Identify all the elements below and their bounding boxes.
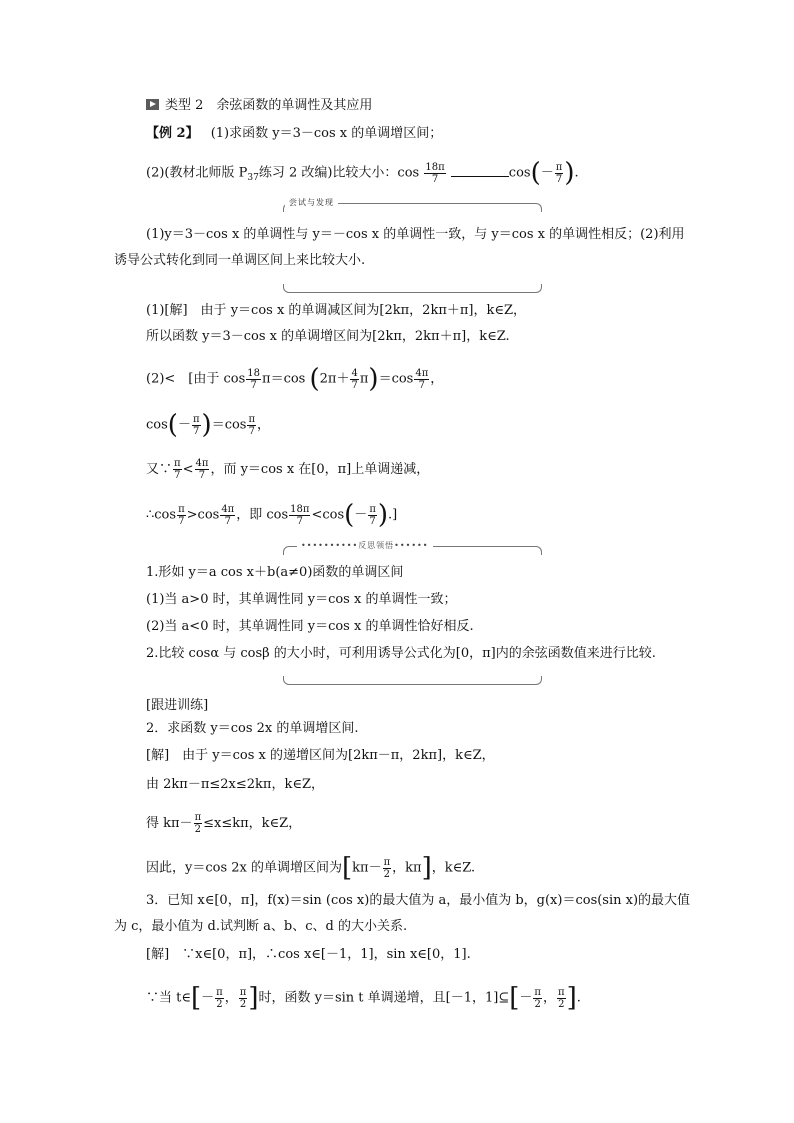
fraction [368, 504, 377, 527]
text-practice-a3-line2-f4d: 2 [558, 998, 565, 1010]
practice-a2-line3 [146, 812, 301, 835]
hint-line2: 诱导公式转化到同一单调区间上来比较大小. [114, 253, 366, 268]
text-practice-a3-line2-e: － [519, 990, 533, 1006]
practice-a2-line1: [解] 由于 y＝cos x 的递增区间为[2kπ－π，2kπ]，k∈Z， [146, 748, 495, 763]
fraction [555, 162, 564, 185]
text-example-part2-frac2-num: π [555, 161, 563, 173]
text-solution-line6-f2n: 4π [221, 503, 235, 515]
fraction [195, 458, 210, 481]
text-solution-line6-f1n: π [178, 503, 185, 515]
text-example-part2-cos2: cos [508, 165, 531, 181]
text-glyphs-rbracket: ] [566, 983, 577, 1013]
solution-line5 [146, 458, 429, 481]
fraction [192, 414, 201, 437]
text-glyphs-rparen: ) [564, 158, 575, 188]
text-solution-line4-c: ＝cos [211, 417, 247, 433]
text-solution-line5-f1d: 7 [174, 470, 181, 481]
text-solution-line5-b: < [182, 462, 194, 477]
fraction [414, 368, 429, 391]
text-solution-line3-f3n: 4π [415, 367, 429, 379]
text-glyphs-lparen: ( [167, 410, 178, 440]
text-example-part2-frac2-den: 7 [555, 173, 563, 185]
solution-line3 [146, 366, 443, 392]
reflection-line1: 1.形如 y＝a cos x＋b(a≠0)函数的单调区间 [146, 565, 404, 580]
text-practice-a3-line2-g: . [576, 990, 581, 1006]
text-practice-a3-line2-f1d: 2 [216, 998, 223, 1010]
text-solution-line6-end: .] [388, 507, 398, 523]
text-solution-line6-f3d: 7 [296, 515, 303, 527]
text-solution-line4-fn: π [192, 413, 200, 425]
fraction [239, 987, 248, 1010]
text-solution-line3-f2d: 7 [351, 379, 358, 391]
fraction [350, 368, 358, 391]
section-heading [146, 97, 372, 115]
text-solution-line3-f: ， [430, 371, 444, 387]
text-solution-line4-f2n: π [248, 413, 256, 425]
example-part1-text: (1)求函数 y＝3－cos x 的单调增区间； [210, 126, 443, 141]
text-example-part2-prefix: (2)(教材北师版 P [146, 165, 248, 181]
fraction [177, 504, 186, 527]
example-part2 [146, 160, 579, 187]
text-solution-line5-f1n: π [174, 458, 181, 469]
text-solution-line4-b: － [177, 417, 191, 433]
reflection-line4: 2.比较 cosα 与 cosβ 的大小时，可利用诱导公式化为[0，π]内的余弦函数值来进行比较. [146, 646, 656, 661]
text-solution-line6-e: － [354, 507, 368, 523]
example-part1 [146, 125, 442, 143]
solution-line2: 所以函数 y＝3－cos x 的单调增区间为[2kπ，2kπ＋π]，k∈Z. [146, 329, 510, 344]
text-solution-line3-e: ＝cos [378, 371, 414, 387]
text-practice-a2-line4-a: 因此，y＝cos 2x 的单调增区间为 [146, 860, 342, 876]
text-solution-line3-a: (2)< [由于 cos [146, 371, 246, 387]
practice-a2-line2: 由 2kπ－π≤2x≤2kπ，k∈Z， [146, 777, 324, 792]
text-practice-a2-line4-b: kπ－ [352, 860, 382, 876]
fraction [533, 987, 542, 1010]
text-practice-a3-line2-f1n: π [216, 986, 223, 998]
answer-blank [451, 164, 509, 177]
example-label: 【例 2】 [146, 126, 199, 141]
practice-label: [跟进训练] [146, 698, 209, 713]
text-solution-line6-f4n: π [369, 503, 376, 515]
text-solution-line3-f2n: 4 [351, 367, 358, 379]
text-practice-a2-line3-fd: 2 [194, 824, 202, 835]
fraction [289, 504, 310, 527]
practice-a3-line2 [146, 985, 581, 1011]
text-solution-line5-c: ，而 y＝cos x 在[0，π]上单调递减， [210, 462, 430, 477]
text-solution-line6-b: >cos [186, 507, 220, 523]
text-practice-a3-line2-f3d: 2 [534, 998, 541, 1010]
fraction [215, 987, 224, 1010]
fraction [246, 368, 261, 391]
hint-frame-bottom [283, 284, 542, 293]
text-practice-a2-line4-c: ，kπ [392, 860, 422, 876]
practice-a3-line1: [解] ∵x∈[0，π]，∴cos x∈[－1，1]，sin x∈[0，1]. [146, 947, 471, 962]
text-solution-line6-f2d: 7 [224, 515, 231, 527]
text-practice-a3-line2-f3n: π [534, 986, 541, 998]
text-practice-a3-line2-f2n: π [239, 986, 247, 998]
text-glyphs-rparen: ) [368, 364, 379, 394]
text-practice-a3-line2-a: ∵当 t∈ [146, 990, 191, 1006]
text-solution-line4-a: cos [146, 417, 168, 433]
text-solution-line6-f3n: 18π [290, 503, 310, 515]
text-practice-a2-line4-fd: 2 [383, 868, 391, 880]
text-solution-line4-f2d: 7 [248, 425, 255, 437]
practice-q2: 2．求函数 y＝cos 2x 的单调增区间. [146, 721, 359, 736]
text-solution-line3-f3d: 7 [418, 379, 425, 391]
text-glyphs-rbracket: ] [421, 853, 432, 883]
practice-q3-line1: 3．已知 x∈[0，π]，f(x)＝sin (cos x)的最大值为 a，最小值为 b，g(x)＝cos(sin x)的最大值 [146, 893, 691, 908]
text-solution-line4-fd: 7 [193, 425, 200, 437]
text-example-part2-sub: 37 [247, 173, 259, 184]
fraction [194, 812, 203, 835]
fraction [247, 414, 256, 437]
solution-line4 [146, 412, 270, 438]
text-practice-a3-line2-c: ， [224, 990, 238, 1006]
text-solution-line3-b: π＝cos [262, 371, 306, 387]
text-glyphs-lbracket: [ [509, 983, 520, 1013]
text-solution-line6-c: ，即 cos [236, 507, 289, 523]
text-example-part2-frac-den: 7 [431, 173, 439, 185]
text-glyphs-lbracket: [ [190, 983, 202, 1013]
text-solution-line4-d: ， [257, 417, 271, 433]
text-glyphs-lbracket: [ [342, 853, 353, 883]
text-solution-line3-f1d: 7 [250, 379, 257, 391]
reflection-line3: (2)当 a<0 时，其单调性同 y＝cos x 的单调性恰好相反. [146, 619, 474, 634]
text-solution-line3-f1n: 18 [247, 367, 261, 379]
text-glyphs-rbracket: ] [248, 983, 259, 1013]
text-example-part2-minus: － [540, 165, 554, 181]
hint-line1: (1)y＝3－cos x 的单调性与 y＝－cos x 的单调性一致，与 y＝cos x 的单调性相反；(2)利用 [146, 227, 685, 242]
fraction [383, 857, 392, 880]
play-icon [146, 99, 159, 110]
text-solution-line6-f1d: 7 [178, 515, 185, 527]
text-solution-line3-d: π [359, 371, 369, 387]
text-practice-a3-line2-f4n: π [558, 986, 565, 998]
reflection-line2: (1)当 a>0 时，其单调性同 y＝cos x 的单调性一致； [146, 592, 457, 607]
text-practice-a3-line2-d: 时，函数 y＝sin t 单调递增，且[－1，1]⊆ [258, 990, 510, 1006]
text-glyphs-rparen: ) [201, 410, 212, 440]
text-glyphs-lparen: ( [530, 158, 541, 188]
fraction [424, 162, 445, 185]
fraction [220, 504, 235, 527]
solution-line6 [146, 502, 397, 528]
text-solution-line6-d: <cos [311, 507, 345, 523]
text-solution-line5-f2d: 7 [198, 470, 206, 481]
reflection-tab: ••••••••••反思领悟•••••• [297, 540, 433, 551]
text-solution-line3-c: 2π＋ [319, 371, 350, 387]
practice-q3-line2: 为 c，最小值为 d.试判断 a、b、c、d 的大小关系. [114, 919, 408, 934]
text-practice-a3-line2-f: ， [542, 990, 556, 1006]
fraction [173, 458, 182, 481]
text-solution-line6-a: ∴cos [146, 507, 177, 523]
solution-line1: (1)[解] 由于 y＝cos x 的单调减区间为[2kπ，2kπ＋π]，k∈Z， [146, 303, 527, 318]
section-title: 类型 2 余弦函数的单调性及其应用 [165, 98, 373, 113]
fraction [557, 987, 566, 1010]
text-glyphs-lparen: ( [309, 364, 320, 394]
text-glyphs-rparen: ) [377, 500, 389, 530]
reflection-frame-bottom [283, 676, 542, 685]
practice-a2-line4 [146, 855, 475, 881]
text-glyphs-lparen: ( [344, 500, 355, 530]
text-solution-line5-f2n: 4π [195, 458, 209, 469]
text-example-part2-frac-num: 18π [425, 161, 445, 173]
text-practice-a2-line4-fn: π [383, 856, 391, 868]
text-practice-a2-line3-fn: π [194, 812, 202, 823]
text-practice-a2-line4-d: ，k∈Z. [431, 860, 476, 876]
text-solution-line6-f4d: 7 [369, 515, 376, 527]
text-solution-line5-a: 又∵ [146, 462, 173, 477]
text-practice-a3-line2-b: － [201, 990, 215, 1006]
hint-tab: 尝试与发现 [285, 197, 338, 208]
text-practice-a2-line3-a: 得 kπ－ [146, 816, 193, 831]
text-example-part2-rest: 练习 2 改编)比较大小：cos [258, 165, 420, 181]
text-example-part2-end: . [574, 165, 579, 181]
text-practice-a2-line3-b: ≤x≤kπ，k∈Z， [203, 816, 302, 831]
text-practice-a3-line2-f2d: 2 [239, 998, 247, 1010]
